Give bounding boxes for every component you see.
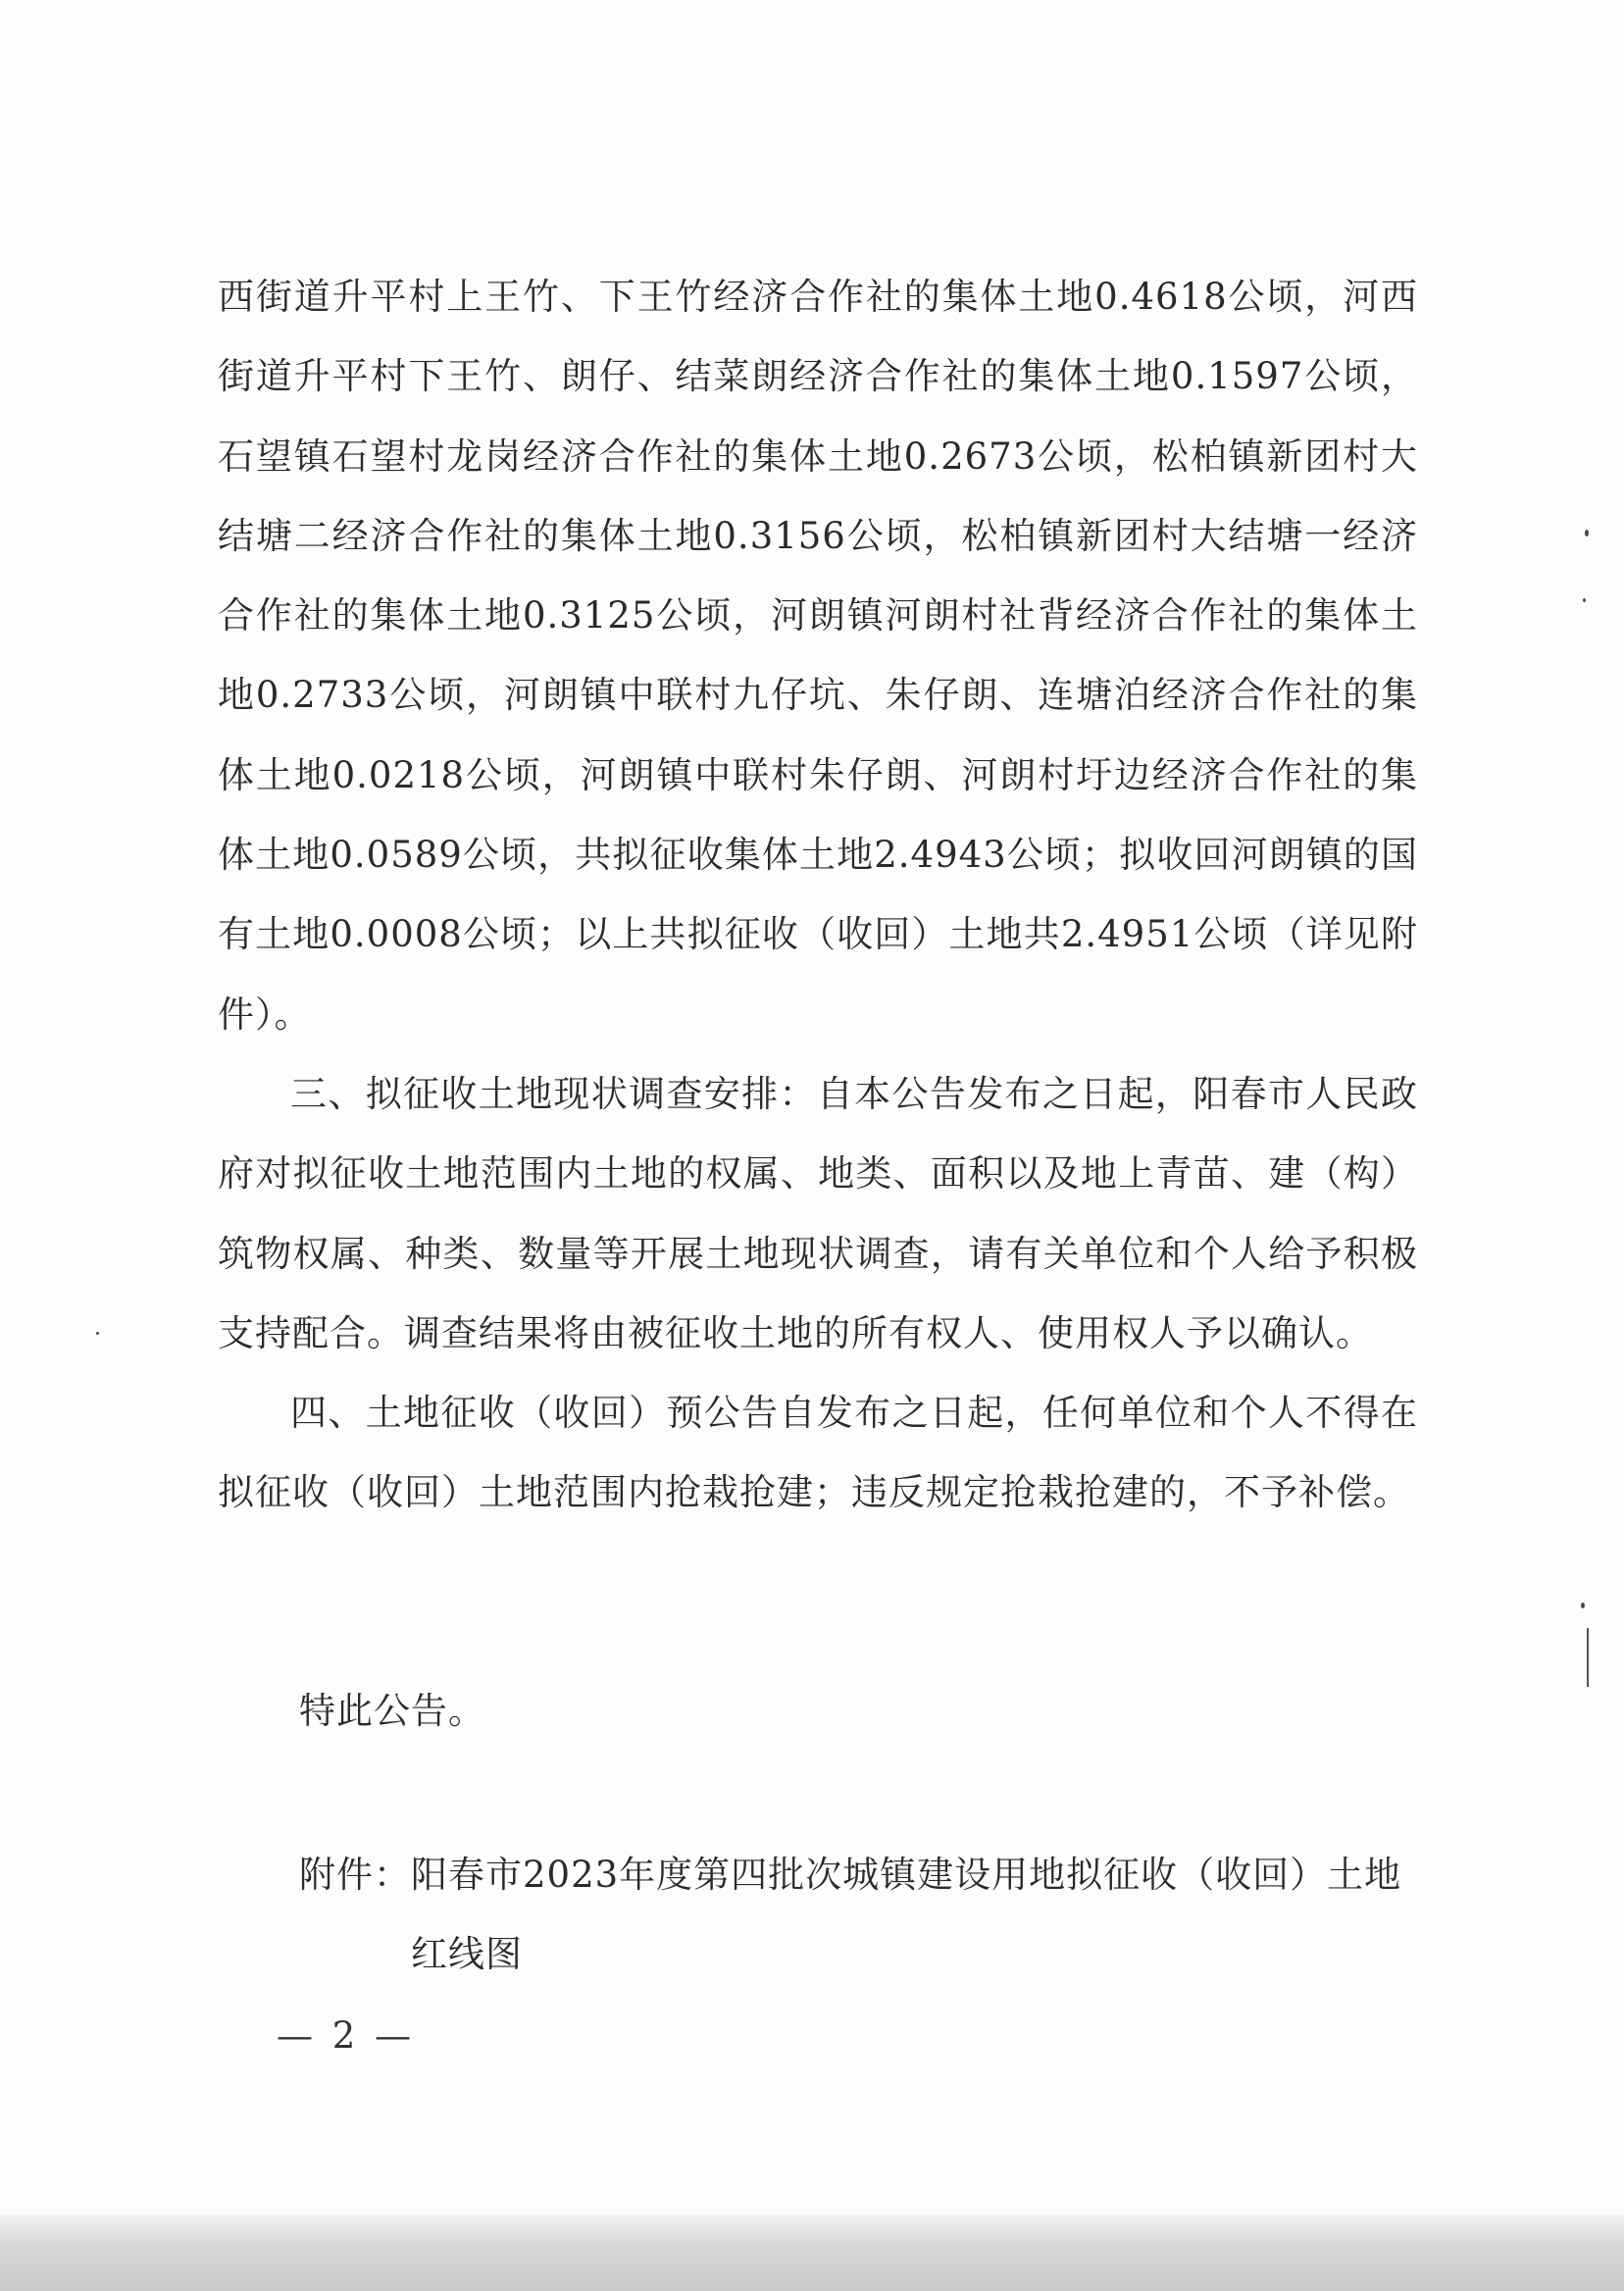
scan-speck bbox=[1581, 1603, 1585, 1608]
attachment-label: 附件： bbox=[299, 1854, 411, 1896]
scan-speck bbox=[96, 1332, 99, 1335]
paragraph-continued-land-list: 西街道升平村上王竹、下王竹经济合作社的集体土地0.4618公顷，河西街道升平村下王竹、朗仔、结菜朗经济合作社的集体土地0.1597公顷，石望镇石望村龙岗经济合作社的集体土地0.2673公顷，松柏镇新团村大结塘二经济合作社的集体土地0.3156公顷，松柏镇新团村大结塘一经济合作社的集体土地0.3125公顷，河朗镇河朗村社背经济合作社的集体土地0.2733公顷，河朗镇中联村九仔坑、朱仔朗、连塘泊经济合作社的集体土地0.0218公顷，河朗镇中联村朱仔朗、河朗村圩边经济合作社的集体土地0.0589公顷，共拟征收集体土地2.4943公顷；拟收回河朗镇的国有土地0.0008公顷；以上共拟征收（收回）土地共2.4951公顷（详见附件）。 bbox=[218, 276, 1418, 1036]
body-text bbox=[218, 257, 1418, 1533]
scan-edge-mark bbox=[1587, 1628, 1589, 1687]
closing-remark: 特此公告。 bbox=[299, 1690, 485, 1732]
attachment-block bbox=[299, 1835, 1422, 1995]
scan-speck bbox=[1583, 598, 1586, 602]
attachment-title: 阳春市2023年度第四批次城镇建设用地拟征收（收回）土地红线图 bbox=[411, 1854, 1402, 1976]
scan-speck bbox=[1585, 530, 1589, 536]
paragraph-section-four: 四、土地征收（收回）预公告自发布之日起，任何单位和个人不得在拟征收（收回）土地范围内抢栽抢建；违反规定抢栽抢建的，不予补偿。 bbox=[218, 1392, 1418, 1514]
scan-bottom-shadow bbox=[0, 2215, 1624, 2291]
page-number: — 2 — bbox=[277, 2014, 416, 2057]
paragraph-section-three: 三、拟征收土地现状调查安排：自本公告发布之日起，阳春市人民政府对拟征收土地范围内土地的权属、地类、面积以及地上青苗、建（构）筑物权属、种类、数量等开展土地现状调查，请有关单位和个人给予积极支持配合。调查结果将由被征收土地的所有权人、使用权人予以确认。 bbox=[218, 1072, 1418, 1354]
